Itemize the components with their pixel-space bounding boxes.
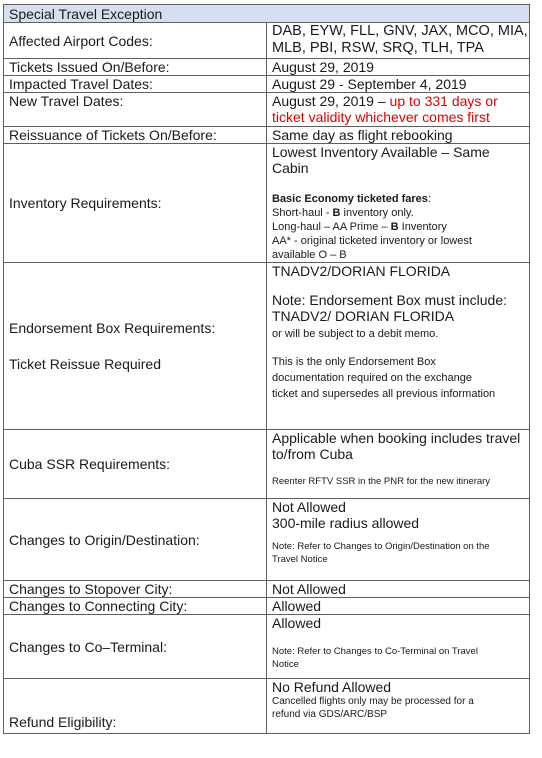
aa-line1: AA* - original ticketed inventory or lowest xyxy=(272,235,472,247)
table-row xyxy=(4,499,530,581)
impacted-label: Impacted Travel Dates: xyxy=(4,76,267,93)
long-haul-a: Long-haul – AA Prime – xyxy=(272,221,391,233)
impacted-value: August 29 - September 4, 2019 xyxy=(267,76,530,93)
refund-note1: Cancelled flights only may be processed for a xyxy=(272,696,474,707)
stopover-label: Changes to Stopover City: xyxy=(4,581,267,598)
table-row xyxy=(4,263,530,430)
endorsement-info1: This is the only Endorsement Box xyxy=(272,356,436,368)
table-row xyxy=(4,615,530,679)
short-haul-a: Short-haul - xyxy=(272,207,333,219)
coterminal-value xyxy=(267,615,530,679)
origin-label: Changes to Origin/Destination: xyxy=(4,499,267,581)
table-row xyxy=(4,76,530,93)
newdates-validity: ticket validity whichever comes first xyxy=(272,109,490,125)
table-header-row xyxy=(4,5,530,23)
inventory-label: Inventory Requirements: xyxy=(4,144,267,263)
table-row xyxy=(4,59,530,76)
endorsement-value xyxy=(267,263,530,430)
cuba-value xyxy=(267,430,530,499)
newdates-label: New Travel Dates: xyxy=(4,93,267,127)
newdates-start: August 29, 2019 – xyxy=(272,93,390,109)
endorsement-note3: or will be subject to a debit memo. xyxy=(272,328,439,340)
long-haul-c: Inventory xyxy=(398,221,447,233)
basic-economy-block xyxy=(272,192,529,262)
inventory-value xyxy=(267,144,530,263)
ticket-reissue-label: Ticket Reissue Required xyxy=(9,356,161,372)
cuba-line1: Applicable when booking includes travel xyxy=(272,430,521,446)
connecting-label: Changes to Connecting City: xyxy=(4,598,267,615)
refund-label: Refund Eligibility: xyxy=(4,679,267,734)
reissue-label: Reissuance of Tickets On/Before: xyxy=(4,127,267,144)
issued-value: August 29, 2019 xyxy=(267,59,530,76)
newdates-extension: up to 331 days or xyxy=(389,93,498,109)
cuba-line2: to/from Cuba xyxy=(272,446,353,462)
connecting-value: Allowed xyxy=(267,598,530,615)
coterminal-note2: Notice xyxy=(272,659,299,670)
endorsement-labels xyxy=(4,263,267,430)
origin-note2: Travel Notice xyxy=(272,554,328,565)
refund-value xyxy=(267,679,530,734)
travel-exception-table xyxy=(3,4,530,734)
stopover-value: Not Allowed xyxy=(267,581,530,598)
long-haul-b: B xyxy=(390,221,399,233)
endorsement-note1: Note: Endorsement Box must include: xyxy=(272,292,508,308)
origin-line2: 300-mile radius allowed xyxy=(272,515,420,531)
coterminal-note1: Note: Refer to Changes to Co-Terminal on Travel xyxy=(272,646,478,657)
table-row xyxy=(4,430,530,499)
endorsement-code: TNADV2/DORIAN FLORIDA xyxy=(272,263,451,279)
basic-economy-heading: Basic Economy ticketed fares xyxy=(272,193,428,205)
table-row xyxy=(4,581,530,598)
origin-note xyxy=(272,540,529,566)
origin-note1: Note: Refer to Changes to Origin/Destination on the xyxy=(272,541,490,552)
inventory-line1: Lowest Inventory Available – Same Cabin xyxy=(272,144,490,176)
cuba-label: Cuba SSR Requirements: xyxy=(4,430,267,499)
short-haul-b: B xyxy=(332,207,341,219)
coterminal-note xyxy=(272,645,529,671)
endorsement-label: Endorsement Box Requirements: xyxy=(9,320,216,336)
endorsement-info xyxy=(272,354,529,402)
table-row xyxy=(4,127,530,144)
endorsement-note2: TNADV2/ DORIAN FLORIDA xyxy=(272,308,455,324)
short-haul-c: inventory only. xyxy=(340,207,414,219)
endorsement-info2: documentation required on the exchange xyxy=(272,372,472,384)
refund-note xyxy=(272,695,529,721)
coterminal-label: Changes to Co–Terminal: xyxy=(4,615,267,679)
origin-value xyxy=(267,499,530,581)
issued-label: Tickets Issued On/Before: xyxy=(4,59,267,76)
table-title: Special Travel Exception xyxy=(4,5,530,23)
table-row xyxy=(4,23,530,59)
table-row xyxy=(4,93,530,127)
newdates-value xyxy=(267,93,530,127)
table-row xyxy=(4,598,530,615)
table-row xyxy=(4,679,530,734)
cuba-note: Reenter RFTV SSR in the PNR for the new itinerary xyxy=(272,476,491,487)
airports-line2: MLB, PBI, RSW, SRQ, TLH, TPA xyxy=(272,40,484,56)
refund-note2: refund via GDS/ARC/BSP xyxy=(272,709,388,720)
table-row xyxy=(4,144,530,263)
reissue-value: Same day as flight rebooking xyxy=(267,127,530,144)
origin-line1: Not Allowed xyxy=(272,499,346,515)
airports-line1: DAB, EYW, FLL, GNV, JAX, MCO, MIA, xyxy=(272,23,528,39)
basic-economy-colon: : xyxy=(427,193,431,205)
endorsement-info3: ticket and supersedes all previous information xyxy=(272,388,496,400)
aa-line2: available O – B xyxy=(272,249,347,261)
airports-label: Affected Airport Codes: xyxy=(4,23,267,59)
airports-value xyxy=(267,23,530,59)
refund-line1: No Refund Allowed xyxy=(272,679,392,695)
coterminal-line1: Allowed xyxy=(272,615,322,631)
